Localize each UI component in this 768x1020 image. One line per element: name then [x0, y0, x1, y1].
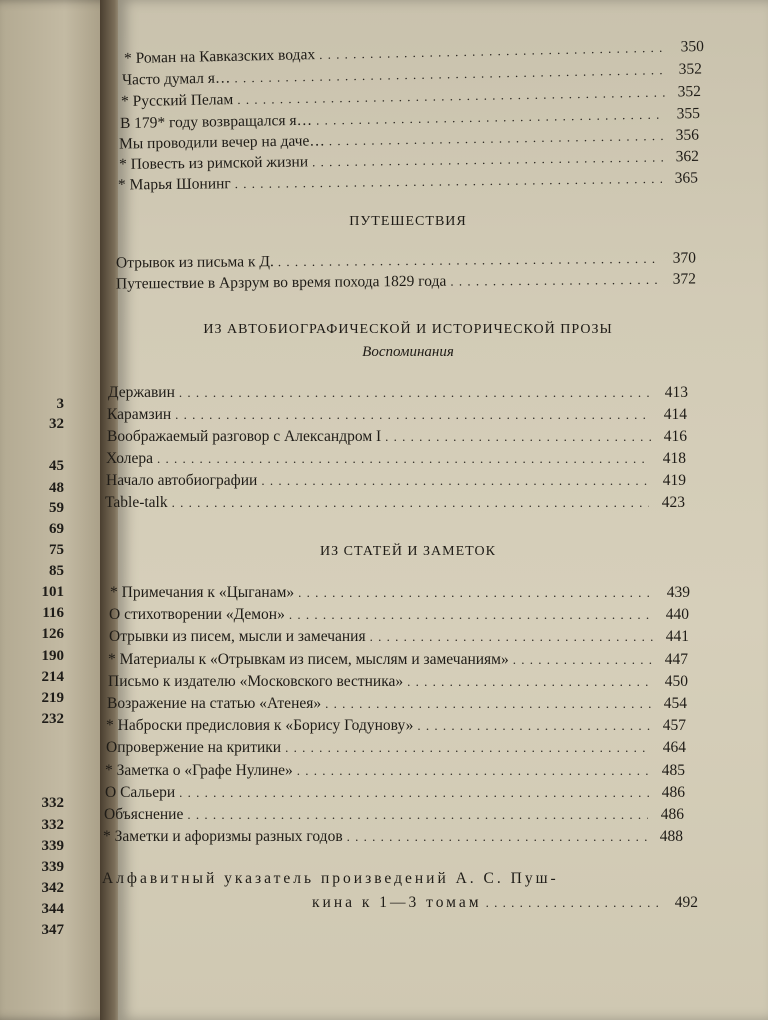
dot-leader [385, 429, 651, 445]
entry-title: Воображаемый разговор с Александром I [107, 428, 382, 445]
dot-leader [486, 895, 662, 911]
entry-page: 450 [664, 672, 688, 690]
entry-page: 414 [663, 406, 687, 423]
dot-leader [370, 629, 653, 645]
dot-leader [325, 696, 651, 712]
entry-page: 454 [663, 695, 687, 712]
entry-title: В 179* году возвращался я… [119, 111, 313, 133]
left-page-number: 75 [49, 542, 64, 558]
entry-page: 439 [666, 584, 690, 601]
toc-entry [103, 828, 683, 848]
entry-page: 350 [680, 37, 705, 56]
toc-entry [106, 450, 686, 470]
entry-title: Мы проводили вечер на даче… [118, 132, 325, 153]
left-page-number: 45 [49, 458, 64, 474]
left-page-number: 48 [49, 480, 64, 496]
left-page-number: 69 [49, 521, 64, 537]
dot-leader [278, 251, 660, 270]
dot-leader [175, 407, 651, 423]
entry-page: 370 [672, 249, 697, 267]
entry-title: Путешествие в Арзрум во время похода 1829 года [115, 272, 447, 293]
entry-page: 356 [675, 126, 700, 144]
right-page [102, 0, 768, 1020]
left-page-number: 342 [41, 880, 64, 896]
dot-leader [261, 473, 650, 489]
toc-entry [107, 428, 687, 448]
entry-title: Письмо к издателю «Московского вестника» [108, 672, 404, 690]
toc-entry [108, 384, 688, 404]
entry-title: * Заметки и афоризмы разных годов [103, 828, 343, 846]
left-page-number: 332 [41, 795, 64, 811]
entry-page: 418 [662, 450, 686, 467]
section-heading-articles: ИЗ СТАТЕЙ И ЗАМЕТОК [320, 544, 496, 559]
section-heading-travels: ПУТЕШЕСТВИЯ [349, 214, 467, 229]
entry-page: 440 [665, 606, 689, 624]
entry-page: 419 [662, 472, 686, 489]
entry-title: Начало автобиографии [106, 472, 258, 489]
left-page-number: 59 [49, 500, 64, 516]
entry-title: Отрывки из писем, мысли и замечания [109, 628, 366, 646]
entry-title: Часто думал я… [121, 69, 231, 89]
toc-entry [106, 472, 686, 492]
toc-entry [105, 784, 685, 804]
toc-entry [106, 717, 686, 737]
dot-leader [450, 272, 660, 290]
entry-page: 416 [663, 428, 687, 445]
entry-title: * Русский Пелам [120, 91, 234, 111]
dot-leader [179, 785, 649, 801]
entry-title: Отрывок из письма к Д. [115, 253, 274, 272]
entry-page: 413 [664, 384, 688, 401]
entry-page: 486 [660, 806, 684, 823]
toc-entry [106, 739, 686, 759]
dot-leader [347, 829, 647, 845]
dot-leader [312, 149, 663, 170]
toc-entry [116, 270, 696, 295]
entry-page: 441 [665, 628, 689, 646]
left-page-number: 232 [41, 711, 64, 727]
toc-entry [108, 673, 688, 693]
left-page-number: 219 [41, 690, 64, 706]
left-page-number: 332 [41, 817, 64, 833]
entry-title: Карамзин [107, 406, 172, 423]
section-subheading-memoirs: Воспоминания [362, 344, 454, 360]
dot-leader [285, 740, 650, 756]
left-page-number: 344 [41, 901, 64, 917]
left-page-number: 214 [41, 669, 64, 685]
entry-title: О Сальери [105, 783, 176, 801]
toc-entry [104, 806, 684, 826]
entry-page: 423 [661, 494, 685, 511]
toc-entry [109, 628, 689, 648]
left-page-number: 101 [41, 584, 64, 600]
toc-entry [105, 494, 685, 514]
toc-entry [109, 606, 689, 626]
entry-title: Холера [106, 450, 154, 467]
entry-title: Table-talk [105, 494, 168, 511]
entry-page: 485 [661, 761, 685, 779]
toc-entry [107, 695, 687, 715]
dot-leader [297, 763, 649, 779]
left-page-number: 32 [49, 416, 64, 432]
entry-page: 365 [674, 169, 699, 187]
dot-leader [319, 40, 668, 63]
left-page-number: 339 [41, 859, 64, 875]
toc-entry [108, 651, 688, 671]
section-heading-autobio: ИЗ АВТОБИОГРАФИЧЕСКОЙ И ИСТОРИЧЕСКОЙ ПРОЗЫ [203, 322, 613, 337]
left-page-number: 116 [42, 605, 64, 621]
dot-leader [513, 652, 652, 668]
dot-leader [329, 128, 663, 149]
left-page-number: 347 [41, 922, 64, 938]
entry-page: 355 [676, 104, 701, 123]
dot-leader [417, 718, 650, 734]
entry-title: Алфавитный указатель произведений А. С. Пуш- [102, 870, 559, 887]
entry-title: * Наброски предисловия к «Борису Годунову» [106, 717, 414, 735]
toc-entry [107, 406, 687, 426]
entry-title: Объяснение [104, 806, 184, 823]
entry-page: 457 [662, 717, 686, 735]
index-entry-line1 [102, 870, 698, 890]
entry-title: Возражение на статью «Атенея» [107, 695, 322, 712]
entry-page: 362 [675, 147, 700, 166]
entry-title: О стихотворении «Демон» [109, 606, 285, 624]
dot-leader [179, 385, 652, 401]
entry-page: 372 [672, 270, 697, 288]
entry-title: * Повесть из римской жизни [118, 153, 309, 174]
dot-leader [289, 607, 653, 623]
left-page-number: 126 [41, 626, 64, 642]
entry-title: * Примечания к «Цыганам» [110, 584, 295, 601]
entry-page: 486 [661, 783, 685, 801]
left-page-number: 3 [56, 396, 64, 412]
index-entry-line2 [102, 894, 698, 914]
entry-title: кина к 1—3 томам [312, 894, 482, 911]
dot-leader [316, 107, 664, 129]
left-page-number: 85 [49, 563, 64, 579]
dot-leader [187, 807, 648, 823]
dot-leader [157, 451, 650, 467]
entry-page: 352 [678, 60, 703, 78]
entry-page: 488 [659, 828, 683, 846]
entry-title: * Марья Шонинг [117, 175, 231, 194]
entry-title: * Материалы к «Отрывкам из писем, мыслям и замечаниям» [108, 650, 509, 668]
entry-title: * Роман на Кавказских водах [123, 46, 316, 68]
left-page-number: 339 [41, 838, 64, 854]
entry-page: 464 [662, 739, 686, 757]
dot-leader [235, 171, 662, 192]
dot-leader [298, 585, 654, 601]
dot-leader [172, 495, 649, 511]
entry-title: * Заметка о «Графе Нулине» [105, 761, 293, 779]
entry-page: 352 [677, 82, 702, 101]
toc-entry [110, 584, 690, 604]
left-page-number: 190 [41, 648, 64, 664]
toc-entry [105, 762, 685, 782]
dot-leader [407, 674, 652, 690]
entry-page: 492 [674, 894, 698, 911]
entry-page: 447 [664, 650, 688, 668]
entry-title: Опровержение на критики [106, 739, 282, 757]
entry-title: Державин [108, 384, 175, 401]
